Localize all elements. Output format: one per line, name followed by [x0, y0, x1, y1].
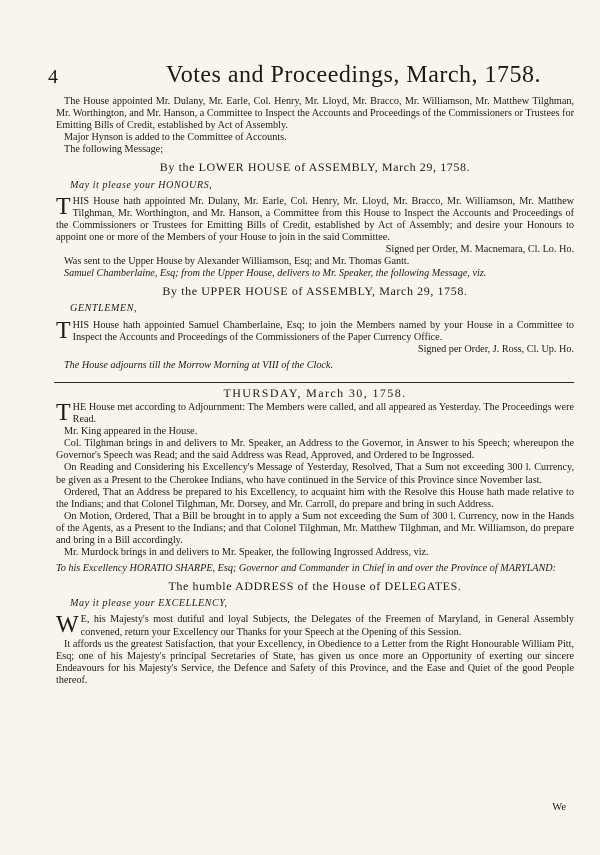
- section-heading: By the LOWER HOUSE of ASSEMBLY, March 29, 1758.: [159, 160, 471, 175]
- paragraph: Major Hynson is added to the Committee of Accounts.: [64, 132, 287, 144]
- paragraph: THIS House hath appointed Mr. Dulany, Mr. Earle, Col. Henry, Mr. Lloyd, Mr. Bracco, Mr. Williamson, Mr. Matthew Tilghman, Mr. Worthington, and Mr. Hanson, a Committee from this House to Inspect the Accounts and Proceedings of the Commissioners or Trustees for Emitting Bills of Credit, established by Act of Assembly; and desire your Honours to appoint one or more of the Members of your House to join in the said Committee.: [56, 193, 574, 243]
- signature-line: Signed per Order, M. Macnemara, Cl. Lo. Ho.: [385, 244, 574, 256]
- salutation: GENTLEMEN,: [70, 303, 137, 315]
- drop-cap: W: [56, 612, 79, 639]
- adjournment-note: The House adjourns till the Morrow Morning at VIII of the Clock.: [64, 359, 334, 371]
- section-heading: By the UPPER HOUSE of ASSEMBLY, March 29, 1758.: [162, 284, 468, 299]
- section-divider: [54, 382, 574, 383]
- paragraph: Col. Tilghman brings in and delivers to Mr. Speaker, an Address to the Governor, in Answer to his Speech; whereupon the Governor's Speech was Read; and the said Address was Read, Approved, and Ordered to be Ingrossed.: [56, 438, 574, 462]
- document-body: [56, 96, 574, 687]
- catchword: We: [552, 802, 566, 813]
- drop-cap: T: [56, 399, 71, 426]
- running-header: [48, 62, 568, 90]
- paragraph: THIS House hath appointed Samuel Chamberlaine, Esq; to join the Members named by your House in a Committee to Inspect the Accounts and Proceedings of the Commissioners of the Paper Currency Office.: [56, 317, 574, 344]
- paragraph: Mr. Murdock brings in and delivers to Mr. Speaker, the following Ingrossed Address, viz.: [64, 547, 429, 559]
- paragraph: Mr. King appeared in the House.: [64, 426, 198, 438]
- drop-cap: T: [56, 193, 71, 220]
- running-title: Votes and Proceedings, March, 1758.: [166, 62, 541, 88]
- paragraph: The following Message;: [64, 144, 164, 156]
- page-number: 4: [48, 66, 58, 88]
- paragraph: The House appointed Mr. Dulany, Mr. Earle, Col. Henry, Mr. Lloyd, Mr. Bracco, Mr. Williamson, Mr. Matthew Tilghman, Mr. Worthington, and Mr. Hanson, a Committee to Inspect the Accounts and Proceedings of the Commissioners or Trustees for Emitting Bills of Credit, established by Act of Assembly.: [56, 96, 574, 132]
- signature-line: Signed per Order, J. Ross, Cl. Up. Ho.: [417, 343, 574, 355]
- paragraph: W E, his Majesty's most dutiful and loyal Subjects, the Delegates of the Freemen of Maryland, in General Assembly convened, return your Excellency our Thanks for your Speech at the Opening of this Session.: [56, 612, 574, 639]
- salutation: May it please your EXCELLENCY,: [70, 598, 228, 610]
- paragraph: On Reading and Considering his Excellency's Message of Yesterday, Resolved, That a Sum not exceeding 300 l. Currency, be given as a Present to the Cherokee Indians, who have continued in the Service of this Province since November last.: [56, 462, 574, 486]
- paragraph: It affords us the greatest Satisfaction, that your Excellency, in Obedience to a Letter from the Right Honourable William Pitt, Esq; one of his Majesty's principal Secretaries of State, has given us once more an Opportunity of exerting our sincere Endeavours for his Majesty's Service, the Defence and Safety of this Province, and the Ease and Quiet of the good People thereof.: [56, 638, 574, 686]
- paragraph: On Motion, Ordered, That a Bill be brought in to apply a Sum not exceeding the Sum of 300 l. Currency, now in the Hands of the Agents, as a Present to the Indians; and that Colonel Tilghman, Mr. Matthew Tilghman, and Mr. Williamson, do prepare and bring in a Bill accordingly.: [56, 510, 574, 546]
- drop-cap: T: [56, 317, 71, 344]
- address-title: The humble ADDRESS of the House of DELEGATES.: [168, 579, 462, 594]
- paragraph: THE House met according to Adjournment: The Members were called, and all appeared as Yesterday. The Proceedings were Read.: [56, 399, 574, 426]
- address-heading: To his Excellency HORATIO SHARPE, Esq; Governor and Commander in Chief in and over the Province of MARYLAND:: [56, 563, 557, 575]
- paragraph: Ordered, That an Address be prepared to his Excellency, to acquaint him with the Resolve this House hath made relative to the Indians; and that Colonel Tilghman, Mr. Dorsey, and Mr. Carroll, do prepare and bring in such Address.: [56, 486, 574, 510]
- salutation: May it please your HONOURS,: [70, 179, 213, 191]
- paragraph: Was sent to the Upper House by Alexander Williamson, Esq; and Mr. Thomas Gantt.: [64, 256, 410, 268]
- day-heading: THURSDAY, March 30, 1758.: [223, 385, 407, 400]
- paragraph: Samuel Chamberlaine, Esq; from the Upper House, delivers to Mr. Speaker, the following Message, viz.: [64, 268, 487, 280]
